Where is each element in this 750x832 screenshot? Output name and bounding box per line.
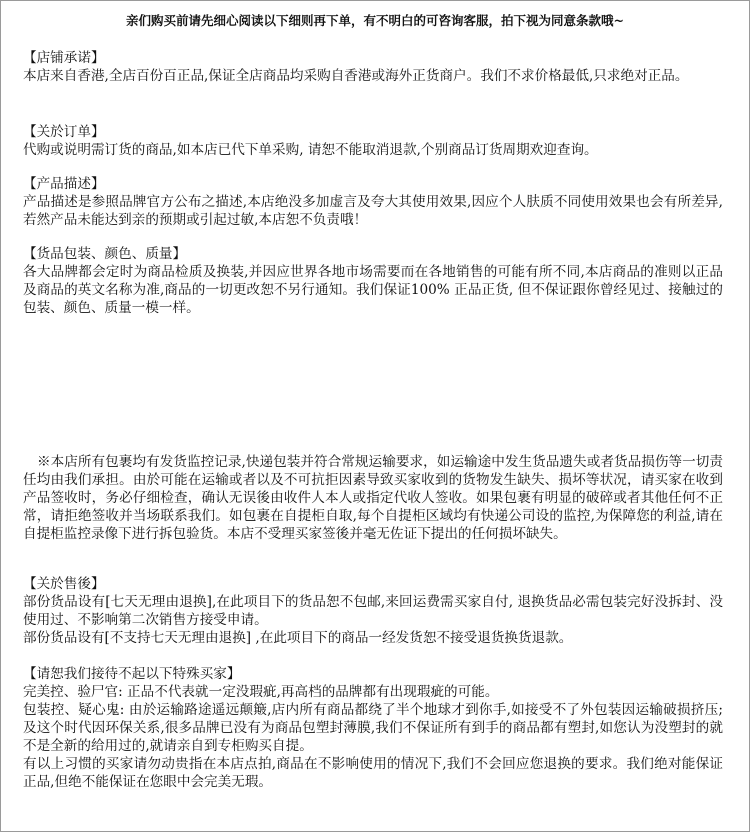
section-aftersale: [23, 575, 723, 647]
section-body-line: 部份货品设有[七天无理由退换],在此项目下的货品恕不包邮,来回运费需买家自付, 退换货品必需包装完好没拆封、没使用过、不影响第二次销售方接受申请。: [23, 594, 723, 628]
section-heading: 【货品包装、颜色、质量】: [23, 246, 187, 262]
section-shipping-notice: [23, 453, 723, 543]
section-body: 本店来自香港,全店百份百正品,保证全店商品均采购自香港或海外正货商户。我们不求价格最低,只求绝对正品。: [23, 68, 689, 84]
section-body-line: 完美控、验尸官: 正品不代表就一定没瑕疵,再高档的品牌都有出现瑕疵的可能。: [23, 684, 499, 700]
page-title: 亲们购买前请先细心阅读以下细则再下单，有不明白的可咨询客服，拍下视为同意条款哦~: [126, 13, 624, 28]
section-heading: 【请恕我们接待不起以下特殊买家】: [23, 666, 241, 682]
section-description: [23, 175, 723, 229]
section-promise: [23, 49, 723, 85]
section-body-line: 有以上习惯的买家请勿动贵指在本店点拍,商品在不影响使用的情况下,我们不会回应您退换的要求。我们绝对能保证正品,但绝不能保证在您眼中会完美无瑕。: [23, 756, 723, 790]
section-special-buyers: [23, 665, 723, 791]
section-packaging: [23, 245, 723, 317]
section-body-line: 部份货品设有[不支持七天无理由退换] ,在此项目下的商品一经发货恕不接受退货换货退款。: [23, 630, 573, 646]
section-body: 代购或说明需订货的商品,如本店已代下单采购, 请恕不能取消退款,个别商品订货周期欢迎查询。: [23, 142, 598, 158]
section-body: 产品描述是参照品牌官方公布之描述,本店绝没多加虚言及夸大其使用效果,因应个人肤质不同使用效果也会有所差异,若然产品未能达到亲的预期或引起过敏,本店恕不负责哦！: [23, 194, 723, 228]
section-heading: 【店铺承诺】: [23, 50, 105, 66]
section-heading: 【产品描述】: [23, 176, 105, 192]
section-body-line: 包装控、疑心鬼: 由於运输路途遥远颠簸,店内所有商品都绕了半个地球才到你手,如接受不了外包装因运输破损挤压; 及这个时代因环保关系,很多品牌已没有为商品包塑封薄膜,我们不保证所有到手的商品都有塑封,如您认为没塑封的就不是全新的给用过的,就请亲自到专柜购买自提。: [23, 702, 723, 754]
section-heading: 【关於售後】: [23, 576, 105, 592]
section-body: 各大品牌都会定时为商品检质及换装,并因应世界各地市场需要而在各地销售的可能有所不同,本店商品的准则以正品及商品的英文名称为准,商品的一切更改恕不另行通知。我们保证100% 正品正货, 但不保证跟你曾经见过、接触过的包装、颜色、质量一模一样。: [23, 264, 723, 316]
shipping-notice-text: ※本店所有包裹均有发货监控记录,快递包装并符合常规运输要求，如运输途中发生货品遗失或者货品损伤等一切责任均由我们承担。由於可能在运输或者以及不可抗拒因素导致买家收到的货物发生缺失、损坏等状况，请买家在收到产品签收时，务必仔细检查，确认无误後由收件人本人或指定代收人签收。如果包裹有明显的破碎或者其他任何不正常，请拒绝签收并当场联系我们。如包裹在自提柜自取,每个自提柜区域均有快递公司设的监控,为保障您的利益,请在自提柜监控录像下进行拆包验货。本店不受理买家签後并毫无佐证下提出的任何损坏缺失。: [23, 454, 723, 542]
section-order: [23, 123, 723, 159]
section-heading: 【关於订单】: [23, 124, 105, 140]
